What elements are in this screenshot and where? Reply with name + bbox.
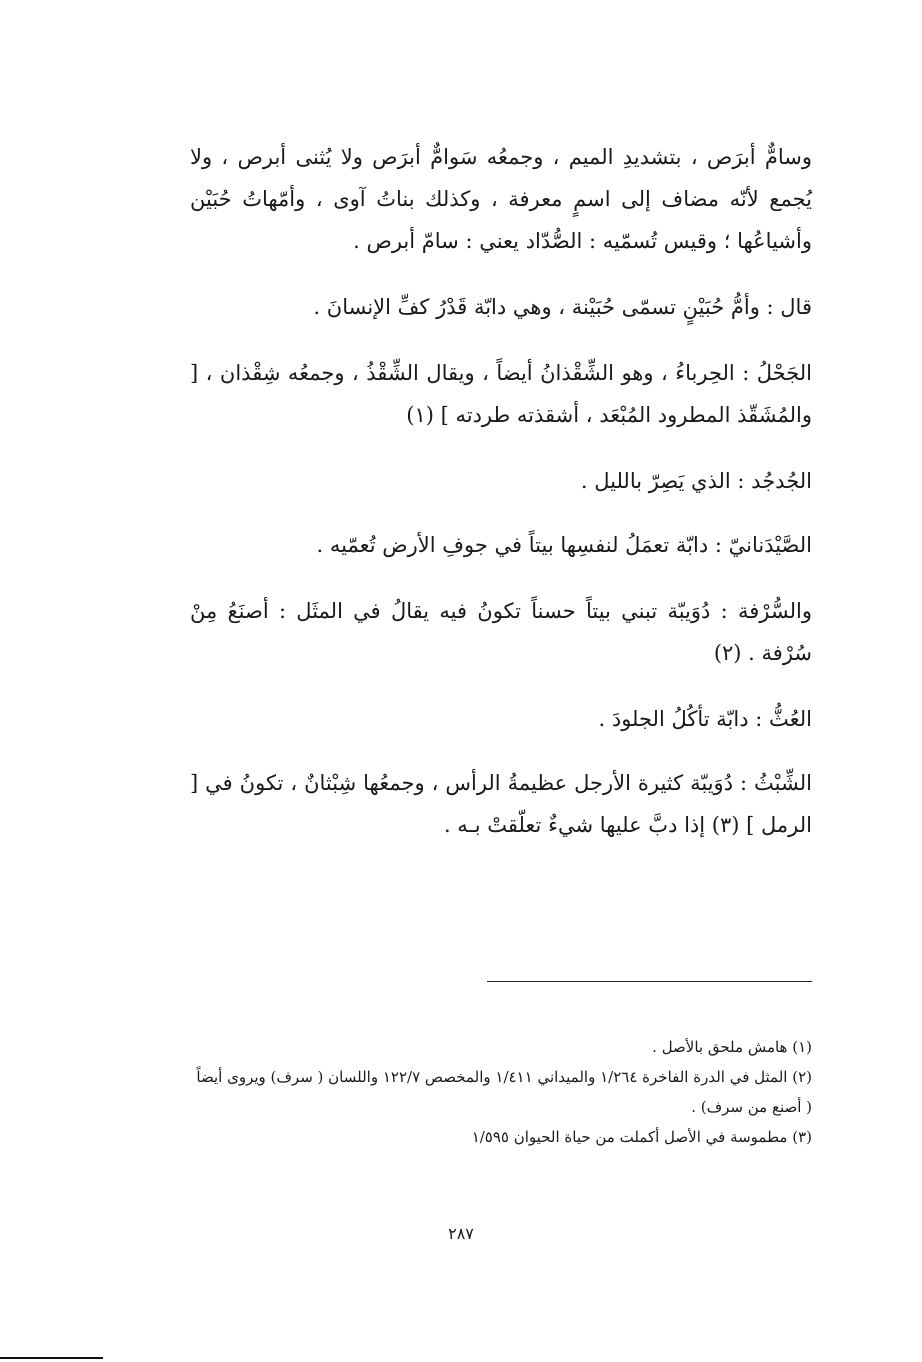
paragraph-umm-hubayn: قال : وأمُّ حُبَيْنٍ تسمّى حُبَيْنة ، وهي دابّة قَدْرُ كفِّ الإنسانَ . (313, 295, 812, 319)
paragraph-surfa: والسُّرْفة : دُوَيبّة تبني بيتاً حسناً تكونُ فيه يقالُ في المثَل : أصنَعُ مِنْ سُرْفة . (٢) (190, 599, 812, 665)
paragraph-uth: العُثُّ : دابّة تأكُلُ الجلودَ . (598, 707, 812, 731)
page-number: ٢٨٧ (448, 1224, 474, 1243)
bottom-edge-line (0, 1357, 103, 1359)
paragraph-sam-abras: وسامٌّ أبرَص ، بتشديدِ الميم ، وجمعُه سَوامٌّ أبرَص ولا يُثنى أبرص ، ولا يُجمع لأنّه مضاف إلى اسمٍ معرفة ، وكذلك بناتُ آوى ، وأمّهاتُ حُبَيْن وأشياعُها ؛ وقيس تُسمّيه : الصُّدّاد يعني : سامّ أبرص . (190, 145, 812, 253)
paragraph-shibth: الشِّبْثُ : دُوَيبّة كثيرة الأرجل عظيمةُ الرأس ، وجمعُها شِبْثانٌ ، تكونُ في [ الرمل ] (٣) إذا دبَّ عليها شيءٌ تعلّقتْ بـه . (190, 771, 812, 837)
footnotes (190, 1032, 812, 1152)
footnote-3: (٣) مطموسة في الأصل أكملت من حياة الحيوان ١/٥٩٥ (471, 1128, 812, 1146)
footnote-divider (487, 981, 812, 982)
main-text (190, 136, 812, 870)
paragraph-judjud: الجُدجُد : الذي يَصِرّ بالليل . (580, 469, 812, 493)
footnote-2: (٢) المثل في الدرة الفاخرة ١/٢٦٤ والميداني ١/٤١١ والمخصص ١٢٢/٧ واللسان ( سرف) ويروى أيضاً ( أصنع من سرف) . (196, 1068, 812, 1116)
paragraph-jahl: الجَحْلُ : الحِرباءُ ، وهو الشِّقْذانُ أيضاً ، ويقال الشِّقْذُ ، وجمعُه شِقْذان ، [ والمُشَقّذ المطرود المُبْعَد ، أشقذته طردته ] (١) (190, 361, 812, 427)
paragraph-saydanani: الصَّيْدَنانيّ : دابّة تعمَلُ لنفسِها بيتاً في جوفِ الأرض تُعمّيه . (316, 533, 812, 557)
footnote-1: (١) هامش ملحق بالأصل . (652, 1038, 812, 1056)
